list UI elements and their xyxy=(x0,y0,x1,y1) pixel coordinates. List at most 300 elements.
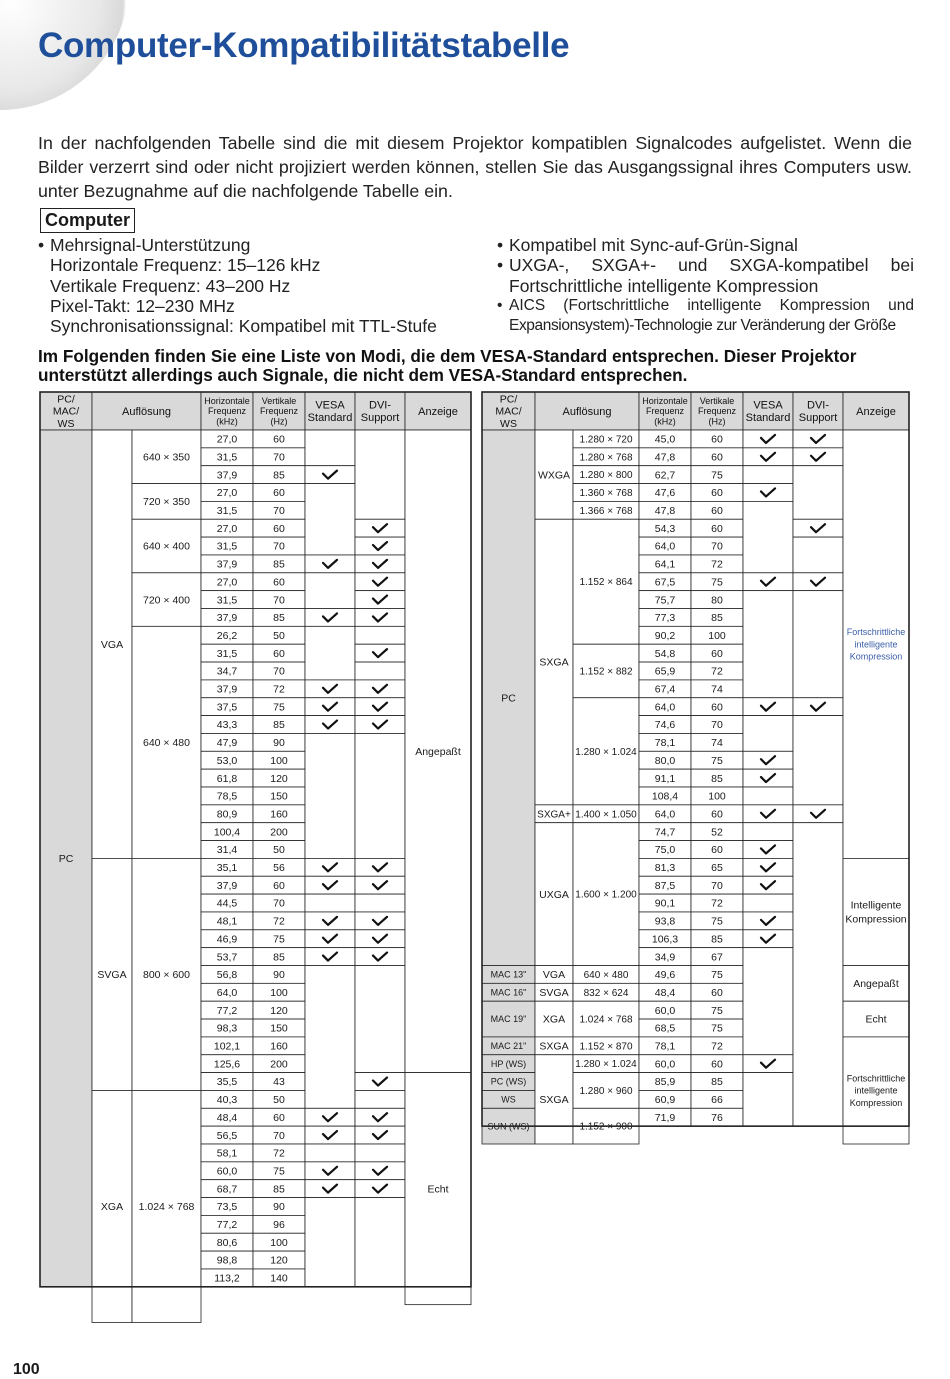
resolution-label: 1.152 × 882 xyxy=(579,666,633,678)
vfreq-value: 72 xyxy=(273,683,285,696)
vfreq-value: 67 xyxy=(711,951,723,964)
vfreq-value: 200 xyxy=(270,1058,288,1071)
header-dvi: DVI-Support xyxy=(798,399,838,425)
vfreq-value: 75 xyxy=(711,576,723,589)
vfreq-value: 72 xyxy=(711,558,723,571)
hfreq-value: 91,1 xyxy=(654,772,676,785)
hfreq-value: 40,3 xyxy=(216,1094,238,1107)
resolution-label: 1.280 × 1.024 xyxy=(575,1059,637,1071)
hfreq-value: 73,5 xyxy=(216,1201,238,1214)
vesa-cell xyxy=(305,1162,355,1180)
dvi-cell xyxy=(355,858,405,876)
hfreq-value: 64,0 xyxy=(216,986,238,999)
dvi-cell xyxy=(355,1073,405,1091)
vfreq-value: 72 xyxy=(711,1040,723,1053)
hfreq-value: 64,1 xyxy=(654,558,676,571)
vfreq-value: 90 xyxy=(273,1201,285,1214)
vfreq-value: 60 xyxy=(273,576,285,589)
vesa-cell xyxy=(743,591,793,698)
hfreq-value: 64,0 xyxy=(654,540,676,553)
dvi-cell xyxy=(355,1198,405,1287)
vfreq-value: 85 xyxy=(273,719,285,732)
vfreq-value: 72 xyxy=(273,1147,285,1160)
hfreq-value: 108,4 xyxy=(651,790,679,803)
hfreq-value: 80,9 xyxy=(216,808,238,821)
hfreq-value: 68,7 xyxy=(216,1183,238,1196)
vesa-cell xyxy=(305,573,355,609)
vfreq-value: 66 xyxy=(711,1094,723,1107)
dvi-cell xyxy=(355,912,405,930)
system-label: HP (WS) xyxy=(490,1058,527,1069)
hfreq-value: 65,9 xyxy=(654,665,676,678)
hfreq-value: 45,0 xyxy=(654,433,676,446)
resolution-label: 640 × 400 xyxy=(142,540,191,553)
hfreq-value: 48,1 xyxy=(216,915,238,928)
group-label: WXGA xyxy=(537,469,571,482)
hfreq-value: 35,1 xyxy=(216,862,238,874)
vfreq-value: 90 xyxy=(273,737,285,750)
vfreq-value: 74 xyxy=(711,737,723,750)
vfreq-value: 100 xyxy=(708,629,726,642)
vfreq-value: 74 xyxy=(711,683,723,696)
hfreq-value: 46,9 xyxy=(216,933,238,946)
vesa-note: Im Folgenden finden Sie eine Liste von Modi, die dem VESA-Standard entsprechen. Dieser Projektor unterstützt allerdings auch Signale, die nicht dem VESA-Standard entsprechen. xyxy=(38,346,857,385)
vesa-cell xyxy=(305,912,355,930)
hfreq-value: 31,5 xyxy=(216,451,238,464)
dvi-cell xyxy=(355,1108,405,1126)
hfreq-value: 35,5 xyxy=(216,1076,238,1089)
vfreq-value: 120 xyxy=(270,772,288,785)
dvi-cell xyxy=(355,430,405,519)
hfreq-value: 31,5 xyxy=(216,540,238,553)
vesa-cell xyxy=(743,1073,793,1127)
resolution-label: 1.280 × 768 xyxy=(579,452,633,464)
vfreq-value: 70 xyxy=(273,1129,285,1142)
hfreq-value: 60,0 xyxy=(654,1004,676,1017)
vfreq-value: 75 xyxy=(273,1165,285,1178)
feature-sync: • Kompatibel mit Sync-auf-Grün-Signal xyxy=(497,235,914,255)
hfreq-value: 27,0 xyxy=(216,576,238,589)
hfreq-value: 26,2 xyxy=(216,629,238,642)
vesa-cell xyxy=(305,948,355,966)
header-vfreq: Vertikale Frequenz (Hz) xyxy=(697,395,737,427)
hfreq-value: 37,9 xyxy=(216,683,238,696)
anzeige-cell xyxy=(843,858,909,965)
hfreq-value: 80,0 xyxy=(654,754,676,767)
hfreq-value: 75,7 xyxy=(654,594,676,607)
vfreq-value: 72 xyxy=(711,897,723,910)
system-label: SUN (WS) xyxy=(487,1121,530,1132)
pc-label: PC xyxy=(58,853,74,866)
system-label: MAC 21" xyxy=(490,1040,527,1051)
vfreq-value: 200 xyxy=(270,826,288,839)
resolution-label: 720 × 350 xyxy=(142,496,191,509)
vfreq-value: 43 xyxy=(273,1076,285,1089)
vesa-cell xyxy=(743,876,793,894)
hfreq-value: 125,6 xyxy=(213,1058,241,1071)
dvi-cell xyxy=(793,716,843,805)
vesa-cell xyxy=(743,484,793,502)
anzeige-label: Angepaßt xyxy=(853,978,899,991)
vfreq-value: 60 xyxy=(273,879,285,892)
vesa-cell xyxy=(743,912,793,930)
resolution-label: 640 × 350 xyxy=(142,451,191,464)
hfreq-value: 77,3 xyxy=(654,612,676,625)
vfreq-value: 75 xyxy=(273,701,285,714)
hfreq-value: 68,5 xyxy=(654,1022,676,1035)
dvi-cell xyxy=(793,805,843,823)
vfreq-value: 100 xyxy=(270,754,288,767)
vesa-cell xyxy=(743,823,793,841)
vfreq-value: 60 xyxy=(711,701,723,714)
vesa-cell xyxy=(305,876,355,894)
vfreq-value: 60 xyxy=(711,505,723,517)
dvi-cell xyxy=(355,1180,405,1198)
dvi-cell xyxy=(793,537,843,573)
hfreq-value: 47,8 xyxy=(654,451,676,464)
vesa-cell xyxy=(305,966,355,1109)
vesa-cell xyxy=(305,1126,355,1144)
vfreq-value: 60 xyxy=(273,1111,285,1124)
vfreq-value: 70 xyxy=(273,505,285,517)
anzeige-label: Intelligente Kompression xyxy=(845,899,907,926)
hfreq-value: 54,3 xyxy=(654,522,676,535)
hfreq-value: 27,0 xyxy=(216,433,238,446)
hfreq-value: 31,5 xyxy=(216,505,238,517)
vfreq-value: 120 xyxy=(270,1254,288,1267)
resolution-label: 1.024 × 768 xyxy=(579,1014,633,1026)
vesa-cell xyxy=(743,769,793,787)
vfreq-value: 70 xyxy=(273,897,285,910)
header-vesa: VESA Standard xyxy=(307,399,353,425)
vesa-cell xyxy=(743,751,793,769)
vesa-cell xyxy=(305,484,355,555)
intro-text: In der nachfolgenden Tabelle sind die mit diesem Projektor kompatiblen Signalcodes aufgelistet. Wenn die Bilder verzerrt sind oder nicht projiziert werden können, stellen Sie das Ausgangssignal ihres Computers usw. unter Bezugnahme auf die nachfolgende Tabelle ein. xyxy=(38,133,912,201)
system-label: MAC 16" xyxy=(490,987,527,998)
vfreq-value: 85 xyxy=(273,951,285,964)
vfreq-value: 85 xyxy=(273,469,285,482)
dvi-cell xyxy=(355,966,405,1073)
group-label: SVGA xyxy=(539,986,569,999)
vfreq-value: 60 xyxy=(273,487,285,500)
hfreq-value: 37,9 xyxy=(216,469,238,482)
hfreq-value: 106,3 xyxy=(651,933,679,946)
group-label: SXGA xyxy=(539,1040,569,1053)
hfreq-value: 53,0 xyxy=(216,754,238,767)
dvi-cell xyxy=(355,555,405,573)
vfreq-value: 85 xyxy=(711,612,723,625)
vfreq-value: 50 xyxy=(273,629,285,642)
hfreq-value: 80,6 xyxy=(216,1236,238,1249)
vesa-cell xyxy=(305,858,355,876)
vesa-cell xyxy=(743,841,793,859)
vfreq-value: 60 xyxy=(711,487,723,500)
resolution-label: 640 × 480 xyxy=(583,969,629,981)
vfreq-value: 85 xyxy=(711,772,723,785)
vesa-cell xyxy=(743,430,793,448)
dvi-cell xyxy=(355,680,405,698)
anzeige-label: Angepaßt xyxy=(415,745,461,758)
resolution-label: 1.360 × 768 xyxy=(579,487,633,499)
vfreq-value: 60 xyxy=(711,808,723,821)
hfreq-value: 60,9 xyxy=(654,1094,676,1107)
vfreq-value: 60 xyxy=(273,522,285,535)
hfreq-value: 90,1 xyxy=(654,897,676,910)
vfreq-value: 70 xyxy=(273,540,285,553)
hfreq-value: 75,0 xyxy=(654,844,676,857)
vesa-cell xyxy=(305,680,355,698)
vfreq-value: 60 xyxy=(711,451,723,464)
group-label: SXGA xyxy=(539,1094,569,1107)
vesa-cell xyxy=(305,626,355,680)
hfreq-value: 31,5 xyxy=(216,594,238,607)
group-label: XGA xyxy=(100,1201,124,1214)
group-label: SXGA+ xyxy=(537,809,571,821)
anzeige-label: Echt xyxy=(427,1183,449,1196)
vesa-cell xyxy=(743,894,793,912)
header-aufloesung: Auflösung xyxy=(122,405,171,418)
feature-multisignal: • Mehrsignal-Unterstützung xyxy=(38,235,468,255)
vfreq-value: 70 xyxy=(273,594,285,607)
vfreq-value: 60 xyxy=(711,986,723,999)
hfreq-value: 81,3 xyxy=(654,862,676,874)
resolution-label: 1.152 × 900 xyxy=(579,1121,633,1133)
dvi-cell xyxy=(355,1126,405,1144)
hfreq-value: 44,5 xyxy=(216,897,238,910)
hfreq-value: 60,0 xyxy=(216,1165,238,1178)
page-number: 100 xyxy=(13,1361,40,1378)
hfreq-value: 71,9 xyxy=(654,1111,676,1124)
vesa-cell xyxy=(305,1198,355,1287)
hfreq-value: 60,0 xyxy=(654,1058,676,1071)
hfreq-value: 37,9 xyxy=(216,558,238,571)
vesa-cell xyxy=(305,716,355,734)
dvi-cell xyxy=(793,519,843,537)
resolution-label: 1.280 × 960 xyxy=(579,1085,633,1097)
vesa-cell xyxy=(305,1180,355,1198)
header-anzeige: Anzeige xyxy=(856,405,896,418)
vfreq-value: 75 xyxy=(711,469,723,482)
vesa-cell xyxy=(743,948,793,1055)
vfreq-value: 160 xyxy=(270,1040,288,1053)
dvi-cell xyxy=(355,573,405,591)
vesa-cell xyxy=(305,1144,355,1162)
system-label: PC (WS) xyxy=(490,1076,527,1087)
vesa-cell xyxy=(305,930,355,948)
hfreq-value: 74,6 xyxy=(654,719,676,732)
hfreq-value: 77,2 xyxy=(216,1219,238,1231)
dvi-cell xyxy=(355,609,405,627)
hfreq-value: 64,0 xyxy=(654,808,676,821)
dvi-cell xyxy=(355,591,405,609)
vfreq-value: 150 xyxy=(270,1022,288,1035)
resolution-label: 1.152 × 870 xyxy=(579,1041,633,1053)
dvi-cell xyxy=(355,1162,405,1180)
anzeige-label: Fortschrittliche intelligente Kompression xyxy=(846,1073,906,1108)
pc-label: PC xyxy=(501,692,516,705)
hfreq-value: 93,8 xyxy=(654,915,676,928)
hfreq-value: 37,5 xyxy=(216,701,238,714)
hfreq-value: 37,9 xyxy=(216,612,238,625)
feature-aics: • AICS (Fortschrittliche intelligente Kompression und xyxy=(497,296,914,316)
vfreq-value: 150 xyxy=(270,790,288,803)
resolution-label: 720 × 400 xyxy=(142,594,191,607)
resolution-label: 800 × 600 xyxy=(142,969,191,982)
hfreq-value: 78,1 xyxy=(654,1040,676,1053)
resolution-label: 1.600 × 1.200 xyxy=(575,889,637,901)
feature-line: Vertikale Frequenz: 43–200 Hz xyxy=(50,275,291,296)
header-vesa: VESA Standard xyxy=(745,399,791,425)
hfreq-value: 31,5 xyxy=(216,647,238,660)
vesa-cell xyxy=(305,733,355,858)
vfreq-value: 72 xyxy=(711,665,723,678)
hfreq-value: 87,5 xyxy=(654,879,676,892)
dvi-cell xyxy=(355,519,405,537)
vesa-cell xyxy=(305,609,355,627)
dvi-cell xyxy=(355,626,405,644)
vfreq-value: 120 xyxy=(270,1004,288,1017)
vfreq-value: 75 xyxy=(711,1004,723,1017)
group-label: SXGA xyxy=(539,656,569,669)
hfreq-value: 78,5 xyxy=(216,790,238,803)
dvi-cell xyxy=(355,894,405,912)
hfreq-value: 58,1 xyxy=(216,1147,238,1160)
dvi-cell xyxy=(793,591,843,698)
dvi-cell xyxy=(355,876,405,894)
vesa-cell xyxy=(743,1055,793,1073)
hfreq-value: 49,6 xyxy=(654,969,676,982)
dvi-cell xyxy=(355,1090,405,1108)
vfreq-value: 72 xyxy=(273,915,285,928)
hfreq-value: 54,8 xyxy=(654,647,676,660)
hfreq-value: 67,5 xyxy=(654,576,676,589)
vesa-cell xyxy=(305,466,355,484)
vfreq-value: 90 xyxy=(273,969,285,982)
vfreq-value: 80 xyxy=(711,594,723,607)
vfreq-value: 76 xyxy=(711,1111,723,1124)
vfreq-value: 75 xyxy=(711,754,723,767)
system-label: MAC 13" xyxy=(490,969,527,980)
vfreq-value: 160 xyxy=(270,808,288,821)
header-vfreq: Vertikale Frequenz (Hz) xyxy=(259,395,299,427)
vesa-cell xyxy=(743,448,793,466)
anzeige-label: Fortschrittliche intelligente Kompression xyxy=(846,627,906,662)
resolution-label: 1.280 × 1.024 xyxy=(575,746,637,758)
hfreq-value: 34,7 xyxy=(216,665,238,678)
hfreq-value: 85,9 xyxy=(654,1076,676,1089)
hfreq-value: 98,3 xyxy=(216,1022,238,1035)
hfreq-value: 53,7 xyxy=(216,951,238,964)
hfreq-value: 62,7 xyxy=(654,469,676,482)
dvi-cell xyxy=(793,448,843,466)
feature-line: Synchronisationssignal: Kompatibel mit TTL-Stufe xyxy=(50,316,437,337)
group-label: XGA xyxy=(542,1013,566,1026)
vfreq-value: 75 xyxy=(711,915,723,928)
hfreq-value: 98,8 xyxy=(216,1254,238,1267)
vesa-cell xyxy=(743,466,793,484)
vfreq-value: 75 xyxy=(711,1022,723,1035)
vfreq-value: 70 xyxy=(273,665,285,678)
vfreq-value: 60 xyxy=(711,647,723,660)
vfreq-value: 56 xyxy=(273,862,285,874)
vfreq-value: 100 xyxy=(708,790,726,803)
group-label: VGA xyxy=(542,969,566,982)
vesa-cell xyxy=(305,430,355,466)
dvi-cell xyxy=(355,716,405,734)
vfreq-value: 85 xyxy=(711,1076,723,1089)
group-label: UXGA xyxy=(539,888,569,901)
resolution-label: 640 × 480 xyxy=(142,737,191,750)
vfreq-value: 70 xyxy=(273,451,285,464)
resolution-label: 1.400 × 1.050 xyxy=(575,809,637,821)
header-hfreq: Horizontale Frequenz (kHz) xyxy=(204,395,250,427)
vesa-cell xyxy=(743,787,793,805)
hfreq-value: 74,7 xyxy=(654,826,676,839)
vesa-cell xyxy=(743,858,793,876)
vfreq-value: 140 xyxy=(270,1272,288,1285)
dvi-cell xyxy=(355,537,405,555)
vfreq-value: 70 xyxy=(711,719,723,732)
dvi-cell xyxy=(355,644,405,662)
system-label: MAC 19" xyxy=(490,1014,527,1025)
vesa-cell xyxy=(305,555,355,573)
vesa-cell xyxy=(743,930,793,948)
dvi-cell xyxy=(355,662,405,680)
hfreq-value: 64,0 xyxy=(654,701,676,714)
header-pcmac: PC/ MAC/ WS xyxy=(52,393,80,430)
vfreq-value: 50 xyxy=(273,1094,285,1107)
vfreq-value: 85 xyxy=(273,612,285,625)
dvi-cell xyxy=(355,948,405,966)
hfreq-value: 27,0 xyxy=(216,487,238,500)
vfreq-value: 60 xyxy=(711,433,723,446)
vfreq-value: 75 xyxy=(273,933,285,946)
group-label: VGA xyxy=(100,638,124,651)
vesa-cell xyxy=(305,698,355,716)
system-label: WS xyxy=(501,1094,516,1105)
hfreq-value: 90,2 xyxy=(654,629,676,642)
dvi-cell xyxy=(793,466,843,520)
hfreq-value: 61,8 xyxy=(216,772,238,785)
hfreq-value: 34,9 xyxy=(654,951,676,964)
hfreq-value: 102,1 xyxy=(213,1040,241,1053)
hfreq-value: 56,5 xyxy=(216,1129,238,1142)
vesa-cell xyxy=(743,698,793,716)
dvi-cell xyxy=(793,430,843,448)
header-anzeige: Anzeige xyxy=(418,405,458,418)
vesa-cell xyxy=(743,805,793,823)
hfreq-value: 113,2 xyxy=(214,1272,240,1285)
group-label: SVGA xyxy=(97,969,127,982)
hfreq-value: 78,1 xyxy=(654,737,676,750)
vfreq-value: 85 xyxy=(711,933,723,946)
dvi-cell xyxy=(793,823,843,1126)
dvi-cell xyxy=(355,733,405,858)
dvi-cell xyxy=(355,1144,405,1162)
vfreq-value: 60 xyxy=(711,1058,723,1071)
vesa-cell xyxy=(743,501,793,572)
vfreq-value: 65 xyxy=(711,862,723,874)
hfreq-value: 43,3 xyxy=(216,719,238,732)
resolution-label: 1.152 × 864 xyxy=(579,577,633,589)
vesa-cell xyxy=(305,1108,355,1126)
hfreq-value: 48,4 xyxy=(654,986,676,999)
vfreq-value: 96 xyxy=(273,1219,285,1231)
vfreq-value: 70 xyxy=(711,879,723,892)
feature-line: Pixel-Takt: 12–230 MHz xyxy=(50,295,235,316)
vesa-cell xyxy=(743,573,793,591)
hfreq-value: 27,0 xyxy=(216,522,238,535)
